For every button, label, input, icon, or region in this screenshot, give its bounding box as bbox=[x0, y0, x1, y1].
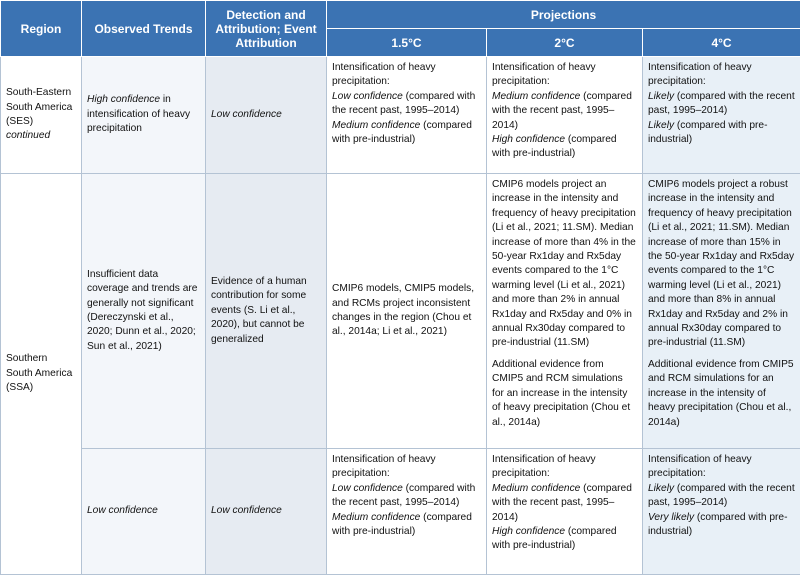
projection-text: (compared with the recent past, 1995–2014) bbox=[492, 90, 632, 131]
header-1-5c: 1.5°C bbox=[327, 29, 487, 57]
detection-text: Low confidence bbox=[211, 505, 282, 517]
header-projections: Projections bbox=[327, 1, 800, 29]
projection-confidence: Medium confidence bbox=[492, 90, 581, 102]
region-name: South-Eastern South America (SES) bbox=[6, 87, 73, 127]
projection-1-5c-cell bbox=[327, 57, 487, 174]
projection-confidence: Medium confidence bbox=[492, 482, 581, 494]
observed-text: Low confidence bbox=[87, 505, 158, 517]
projection-text: (compared with pre-industrial) bbox=[492, 134, 617, 160]
projection-4c-cell bbox=[643, 57, 800, 174]
header-region: Region bbox=[1, 1, 82, 57]
observed-cell bbox=[82, 57, 206, 174]
projection-text: (compared with the recent past, 1995–2014) bbox=[648, 482, 795, 509]
header-4c: 4°C bbox=[643, 29, 800, 57]
projection-2c-cell bbox=[487, 57, 643, 174]
table-row bbox=[1, 449, 800, 575]
observed-text: Insufficient data coverage and trends are generally not significant (Dereczynski et al., 2020; Dunn et al., 2020; Sun et al., 2021) bbox=[87, 268, 198, 352]
projection-heading: Intensification of heavy precipitation: bbox=[332, 62, 436, 88]
projection-confidence: Likely bbox=[648, 482, 675, 494]
projection-text: (compared with pre-industrial) bbox=[332, 119, 472, 146]
projection-text: CMIP6 models, CMIP5 models, and RCMs project inconsistent changes in the region (Chou et al., 2014a; Li et al., 2021) bbox=[332, 283, 475, 338]
projection-heading: Intensification of heavy precipitation: bbox=[648, 454, 752, 480]
region-continued: continued bbox=[6, 130, 51, 142]
region-name: Southern South America (SSA) bbox=[6, 353, 73, 394]
projection-1-5c-cell bbox=[327, 449, 487, 575]
projection-4c-cell bbox=[643, 449, 800, 575]
observed-cell bbox=[82, 174, 206, 449]
projection-confidence: Low confidence bbox=[332, 90, 403, 102]
table-row bbox=[1, 174, 800, 449]
projection-text: (compared with pre-industrial) bbox=[648, 119, 768, 146]
projection-confidence: Low confidence bbox=[332, 482, 403, 494]
observed-text: in intensification of heavy precipitation bbox=[87, 94, 191, 135]
projection-2c-cell bbox=[487, 174, 643, 449]
projection-paragraph: CMIP6 models project a robust increase in the intensity and frequency of heavy precipitation (Li et al., 2021; 11.SM). Median increase of more than 15% in the 50-year Rx1day and Rx5day events compared to the 1°C warming level (Li et al., 2021) and more than 8% in annual Rx1day and Rx5day and 2% in annual Rx30day compared to pre-industrial (11.SM) bbox=[648, 179, 795, 349]
projection-paragraph: CMIP6 models project an increase in the intensity and frequency of heavy precipitation (Li et al., 2021; 11.SM). Median increase of more than 4% in the 50-year Rx1day and Rx5day events compared to the 1°C warming level (Li et al., 2021) and more than 2% in annual Rx1day and Rx5day and 0% in annual Rx30day compared to pre-industrial (11.SM) bbox=[492, 179, 636, 349]
detection-cell bbox=[206, 57, 327, 174]
observed-cell bbox=[82, 449, 206, 575]
projection-text: (compared with the recent past, 1995–2014) bbox=[332, 482, 476, 509]
projection-4c-cell bbox=[643, 174, 800, 449]
region-cell bbox=[1, 174, 82, 575]
projection-confidence: High confidence bbox=[492, 134, 566, 146]
projection-text: (compared with the recent past, 1995–2014) bbox=[648, 90, 795, 117]
projection-heading: Intensification of heavy precipitation: bbox=[492, 62, 596, 88]
projection-2c-cell bbox=[487, 449, 643, 575]
detection-text: Low confidence bbox=[211, 108, 282, 120]
table-row bbox=[1, 57, 800, 174]
detection-cell bbox=[206, 174, 327, 449]
header-2c: 2°C bbox=[487, 29, 643, 57]
projection-heading: Intensification of heavy precipitation: bbox=[332, 454, 436, 480]
projection-confidence: Likely bbox=[648, 90, 675, 102]
projection-paragraph: Additional evidence from CMIP5 and RCM simulations for an increase in the intensity of heavy precipitation (Chou et al., 2014a) bbox=[648, 358, 794, 428]
projection-confidence: Medium confidence bbox=[332, 119, 421, 131]
projection-text: (compared with the recent past, 1995–2014) bbox=[332, 90, 476, 117]
projection-heading: Intensification of heavy precipitation: bbox=[648, 62, 752, 88]
projection-heading: Intensification of heavy precipitation: bbox=[492, 454, 596, 480]
header-detection-attribution: Detection and Attribution; Event Attribution bbox=[206, 1, 327, 57]
projection-confidence: Likely bbox=[648, 119, 675, 131]
projection-1-5c-cell bbox=[327, 174, 487, 449]
region-cell bbox=[1, 57, 82, 174]
projection-confidence: Medium confidence bbox=[332, 511, 421, 523]
projection-confidence: Very likely bbox=[648, 511, 695, 523]
projection-text: (compared with pre-industrial) bbox=[648, 511, 788, 538]
projection-text: (compared with the recent past, 1995–2014) bbox=[492, 482, 632, 523]
projection-text: (compared with pre-industrial) bbox=[332, 511, 472, 538]
detection-text: Evidence of a human contribution for some events (S. Li et al., 2020), but cannot be generalized bbox=[211, 275, 307, 345]
projection-confidence: High confidence bbox=[492, 526, 566, 538]
projection-paragraph: Additional evidence from CMIP5 and RCM simulations for an increase in the intensity of heavy precipitation (Chou et al., 2014a) bbox=[492, 358, 631, 428]
observed-confidence: High confidence bbox=[87, 94, 161, 106]
header-observed-trends: Observed Trends bbox=[82, 1, 206, 57]
detection-cell bbox=[206, 449, 327, 575]
projection-text: (compared with pre-industrial) bbox=[492, 526, 617, 552]
